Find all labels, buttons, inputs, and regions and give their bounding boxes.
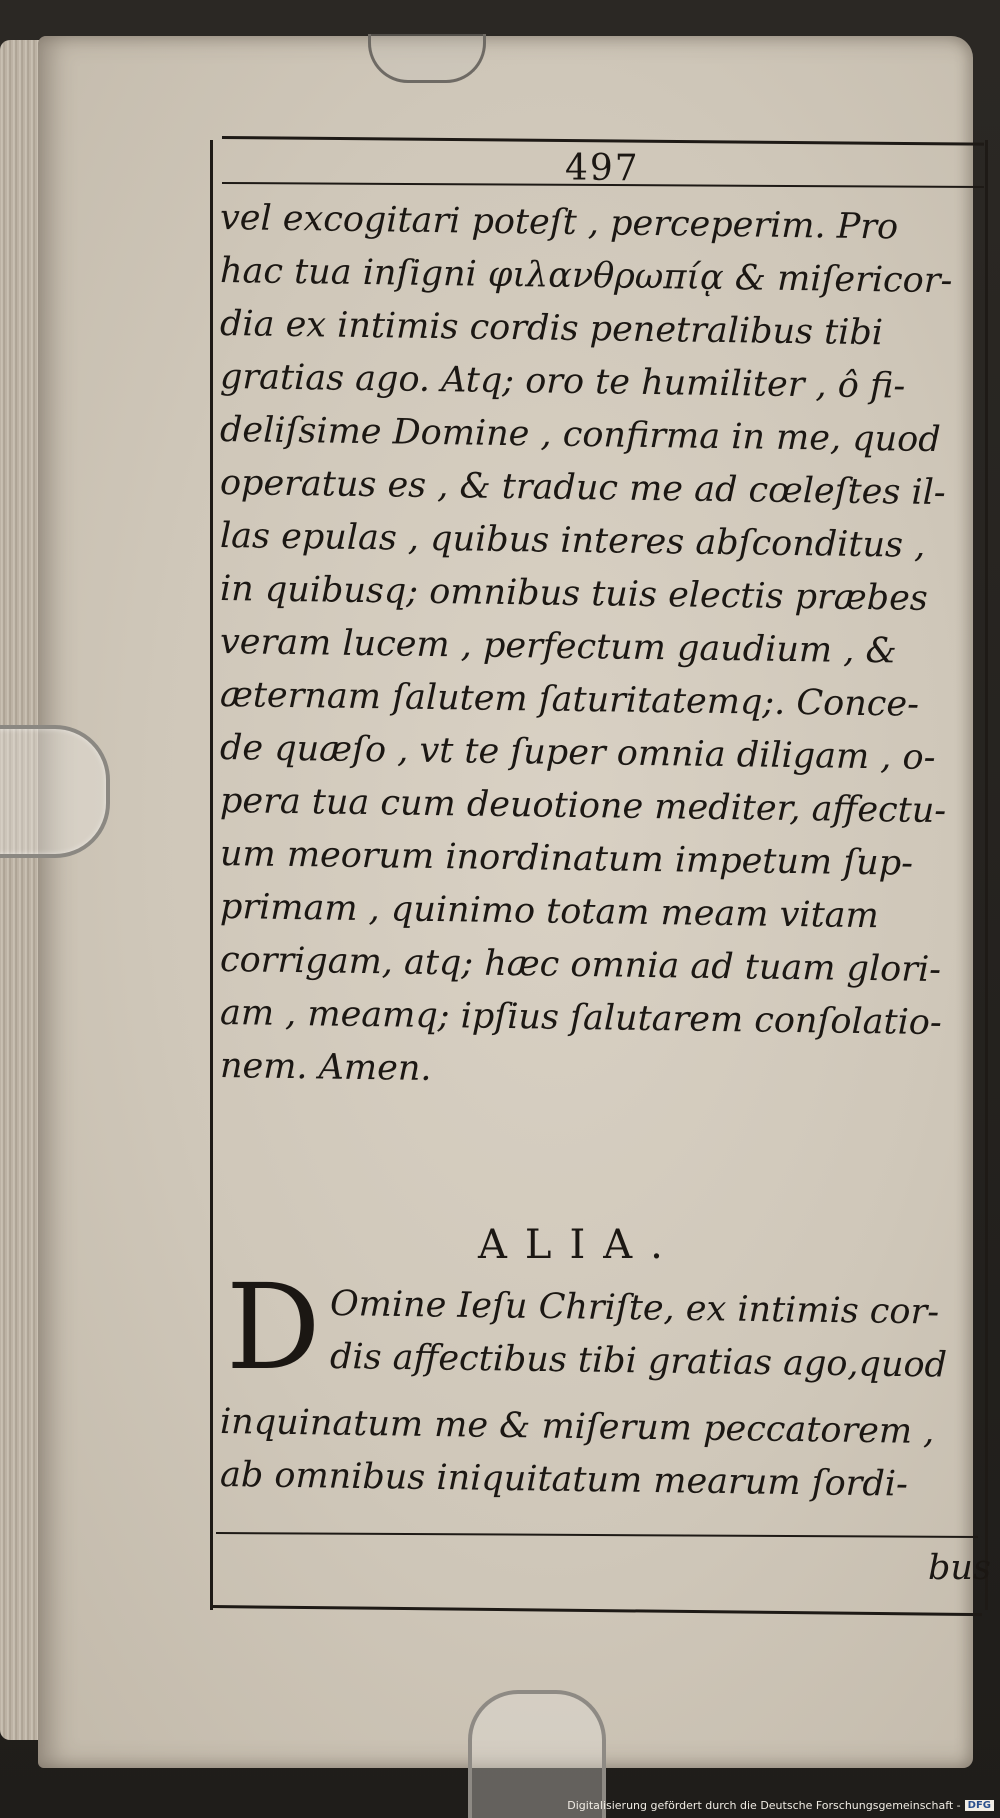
text-line: las epulas , quibus interes abſconditus , bbox=[219, 516, 926, 566]
body-text bbox=[220, 192, 980, 1093]
body-text-continued bbox=[219, 1396, 980, 1505]
text-line: de quæſo , vt te ſuper omnia diligam , o- bbox=[219, 728, 936, 778]
text-line: deliſsime Domine , confirma in me, quod bbox=[219, 410, 941, 461]
text-line: vel excogitari poteſt , perceperim. Pro bbox=[219, 198, 899, 248]
text-line: operatus es , & traduc me ad cœleſtes il- bbox=[219, 463, 946, 514]
page-number: 497 bbox=[565, 148, 640, 189]
dfg-logo: DFG bbox=[965, 1800, 994, 1811]
left-page-clip bbox=[0, 725, 110, 858]
text-line: inquinatum me & miſerum peccatorem , bbox=[219, 1402, 935, 1452]
text-line: gratias ago. Atq; oro te humiliter , ô fi- bbox=[219, 357, 906, 407]
text-line: æternam ſalutem ſaturitatemq;. Conce- bbox=[219, 675, 920, 725]
text-line: nem. Amen. bbox=[219, 1046, 432, 1089]
text-line: primam , quinimo totam meam vitam bbox=[219, 887, 879, 937]
text-line: in quibusq; omnibus tuis electis præbes bbox=[219, 569, 929, 619]
text-line: corrigam, atq; hæc omnia ad tuam glori- bbox=[219, 940, 942, 991]
footer-credit-text: Digitalisierung gefördert durch die Deutsche Forschungsgemeinschaft - bbox=[567, 1798, 961, 1812]
top-page-clip bbox=[368, 34, 486, 83]
text-line: ab omnibus iniquitatum mearum ſordi- bbox=[219, 1455, 909, 1505]
text-line: um meorum inordinatum impetum ſup- bbox=[219, 834, 914, 884]
text-line: hac tua inſigni φιλανθρωπίᾳ & miſericor- bbox=[219, 251, 953, 302]
text-line: pera tua cum deuotione mediter, affectu- bbox=[219, 781, 947, 832]
catchword: bus bbox=[928, 1548, 991, 1588]
section-heading: ALIA. bbox=[478, 1222, 681, 1268]
drop-cap: D bbox=[226, 1258, 321, 1396]
text-line: am , meamq; ipſius ſalutarem conſolatio- bbox=[219, 993, 943, 1044]
text-line: Omine Ieſu Chriſte, ex intimis cor- bbox=[329, 1284, 940, 1333]
text-line: dis affectibus tibi gratias ago,quod bbox=[329, 1337, 948, 1386]
body-text-indented bbox=[330, 1278, 982, 1384]
text-line: dia ex intimis cordis penetralibus tibi bbox=[219, 304, 884, 354]
text-line: veram lucem , perfectum gaudium , & bbox=[219, 622, 897, 672]
footer-credit bbox=[567, 1796, 994, 1814]
